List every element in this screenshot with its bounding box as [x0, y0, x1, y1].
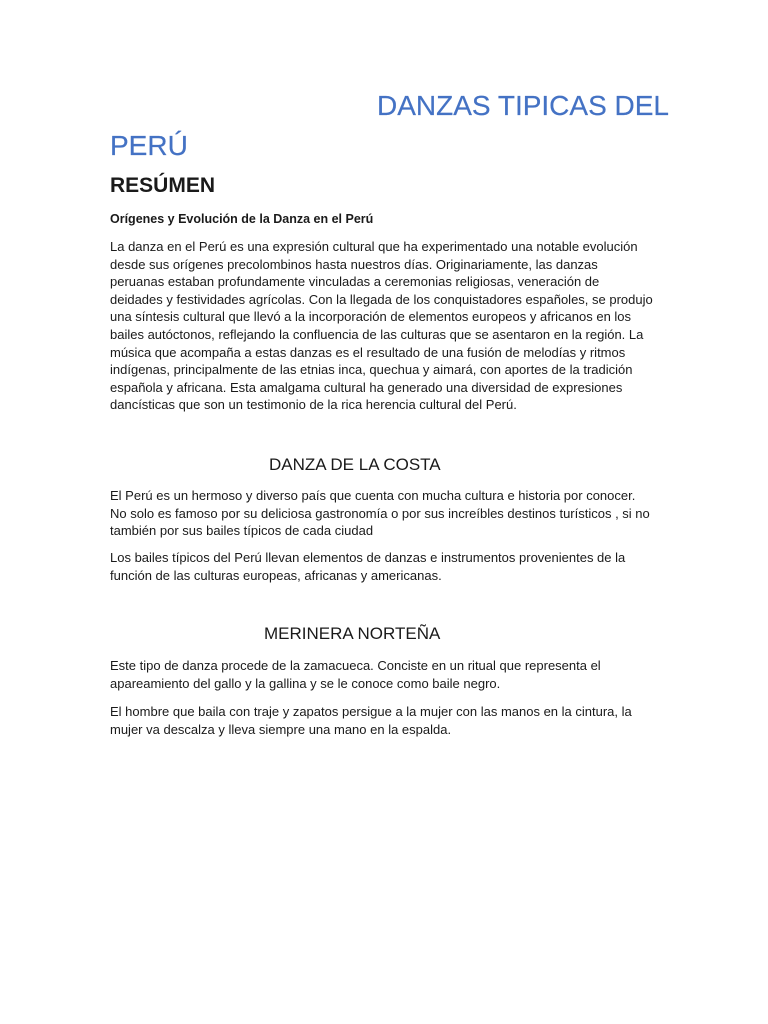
- title-line-1: DANZAS TIPICAS DEL: [377, 90, 670, 121]
- costa-paragraph-1: El Perú es un hermoso y diverso país que cuenta con mucha cultura e historia por conocer. No solo es famoso por su deliciosa gastronomía o por sus increíbles destinos turísticos , si no también por sus bailes típicos de cada ciudad: [110, 488, 650, 539]
- summary-subheading: Orígenes y Evolución de la Danza en el Perú: [110, 212, 374, 226]
- title-line-2: PERÚ: [110, 130, 188, 161]
- costa-paragraph-2: Los bailes típicos del Perú llevan elementos de danzas e instrumentos provenientes de la función de las culturas europeas, africanas y americanas.: [110, 550, 626, 583]
- document-title: [110, 86, 670, 166]
- marinera-paragraph-1: Este tipo de danza procede de la zamacueca. Conciste en un ritual que representa el apareamiento del gallo y la gallina y se le conoce como baile negro.: [110, 658, 601, 691]
- summary-heading: RESÚMEN: [110, 174, 216, 197]
- marinera-paragraph-2: El hombre que baila con traje y zapatos persigue a la mujer con las manos en la cintura, la mujer va descalza y lleva siempre una mano en la espalda.: [110, 704, 632, 737]
- section-heading-danza-de-la-costa: DANZA DE LA COSTA: [269, 455, 441, 474]
- section-heading-marinera-nortena: MERINERA NORTEÑA: [264, 624, 441, 643]
- summary-paragraph: La danza en el Perú es una expresión cultural que ha experimentado una notable evolución desde sus orígenes precolombinos hasta nuestros días. Originariamente, las danzas peruanas estaban profundamente vinculadas a ceremonias religiosas, veneración de deidades y festividades agrícolas. Con la llegada de los conquistadores españoles, se produjo una síntesis cultural que llevó a la incorporación de elementos europeos y africanos en los bailes autóctonos, reflejando la confluencia de las culturas que se asentaron en la región. La música que acompaña a estas danzas es el resultado de una fusión de melodías y ritmos indígenas, principalmente de las etnias inca, quechua y aimará, con aportes de la tradición española y africana. Esta amalgama cultural ha generado una diversidad de expresiones dancísticas que son un testimonio de la rica herencia cultural del Perú.: [110, 239, 653, 413]
